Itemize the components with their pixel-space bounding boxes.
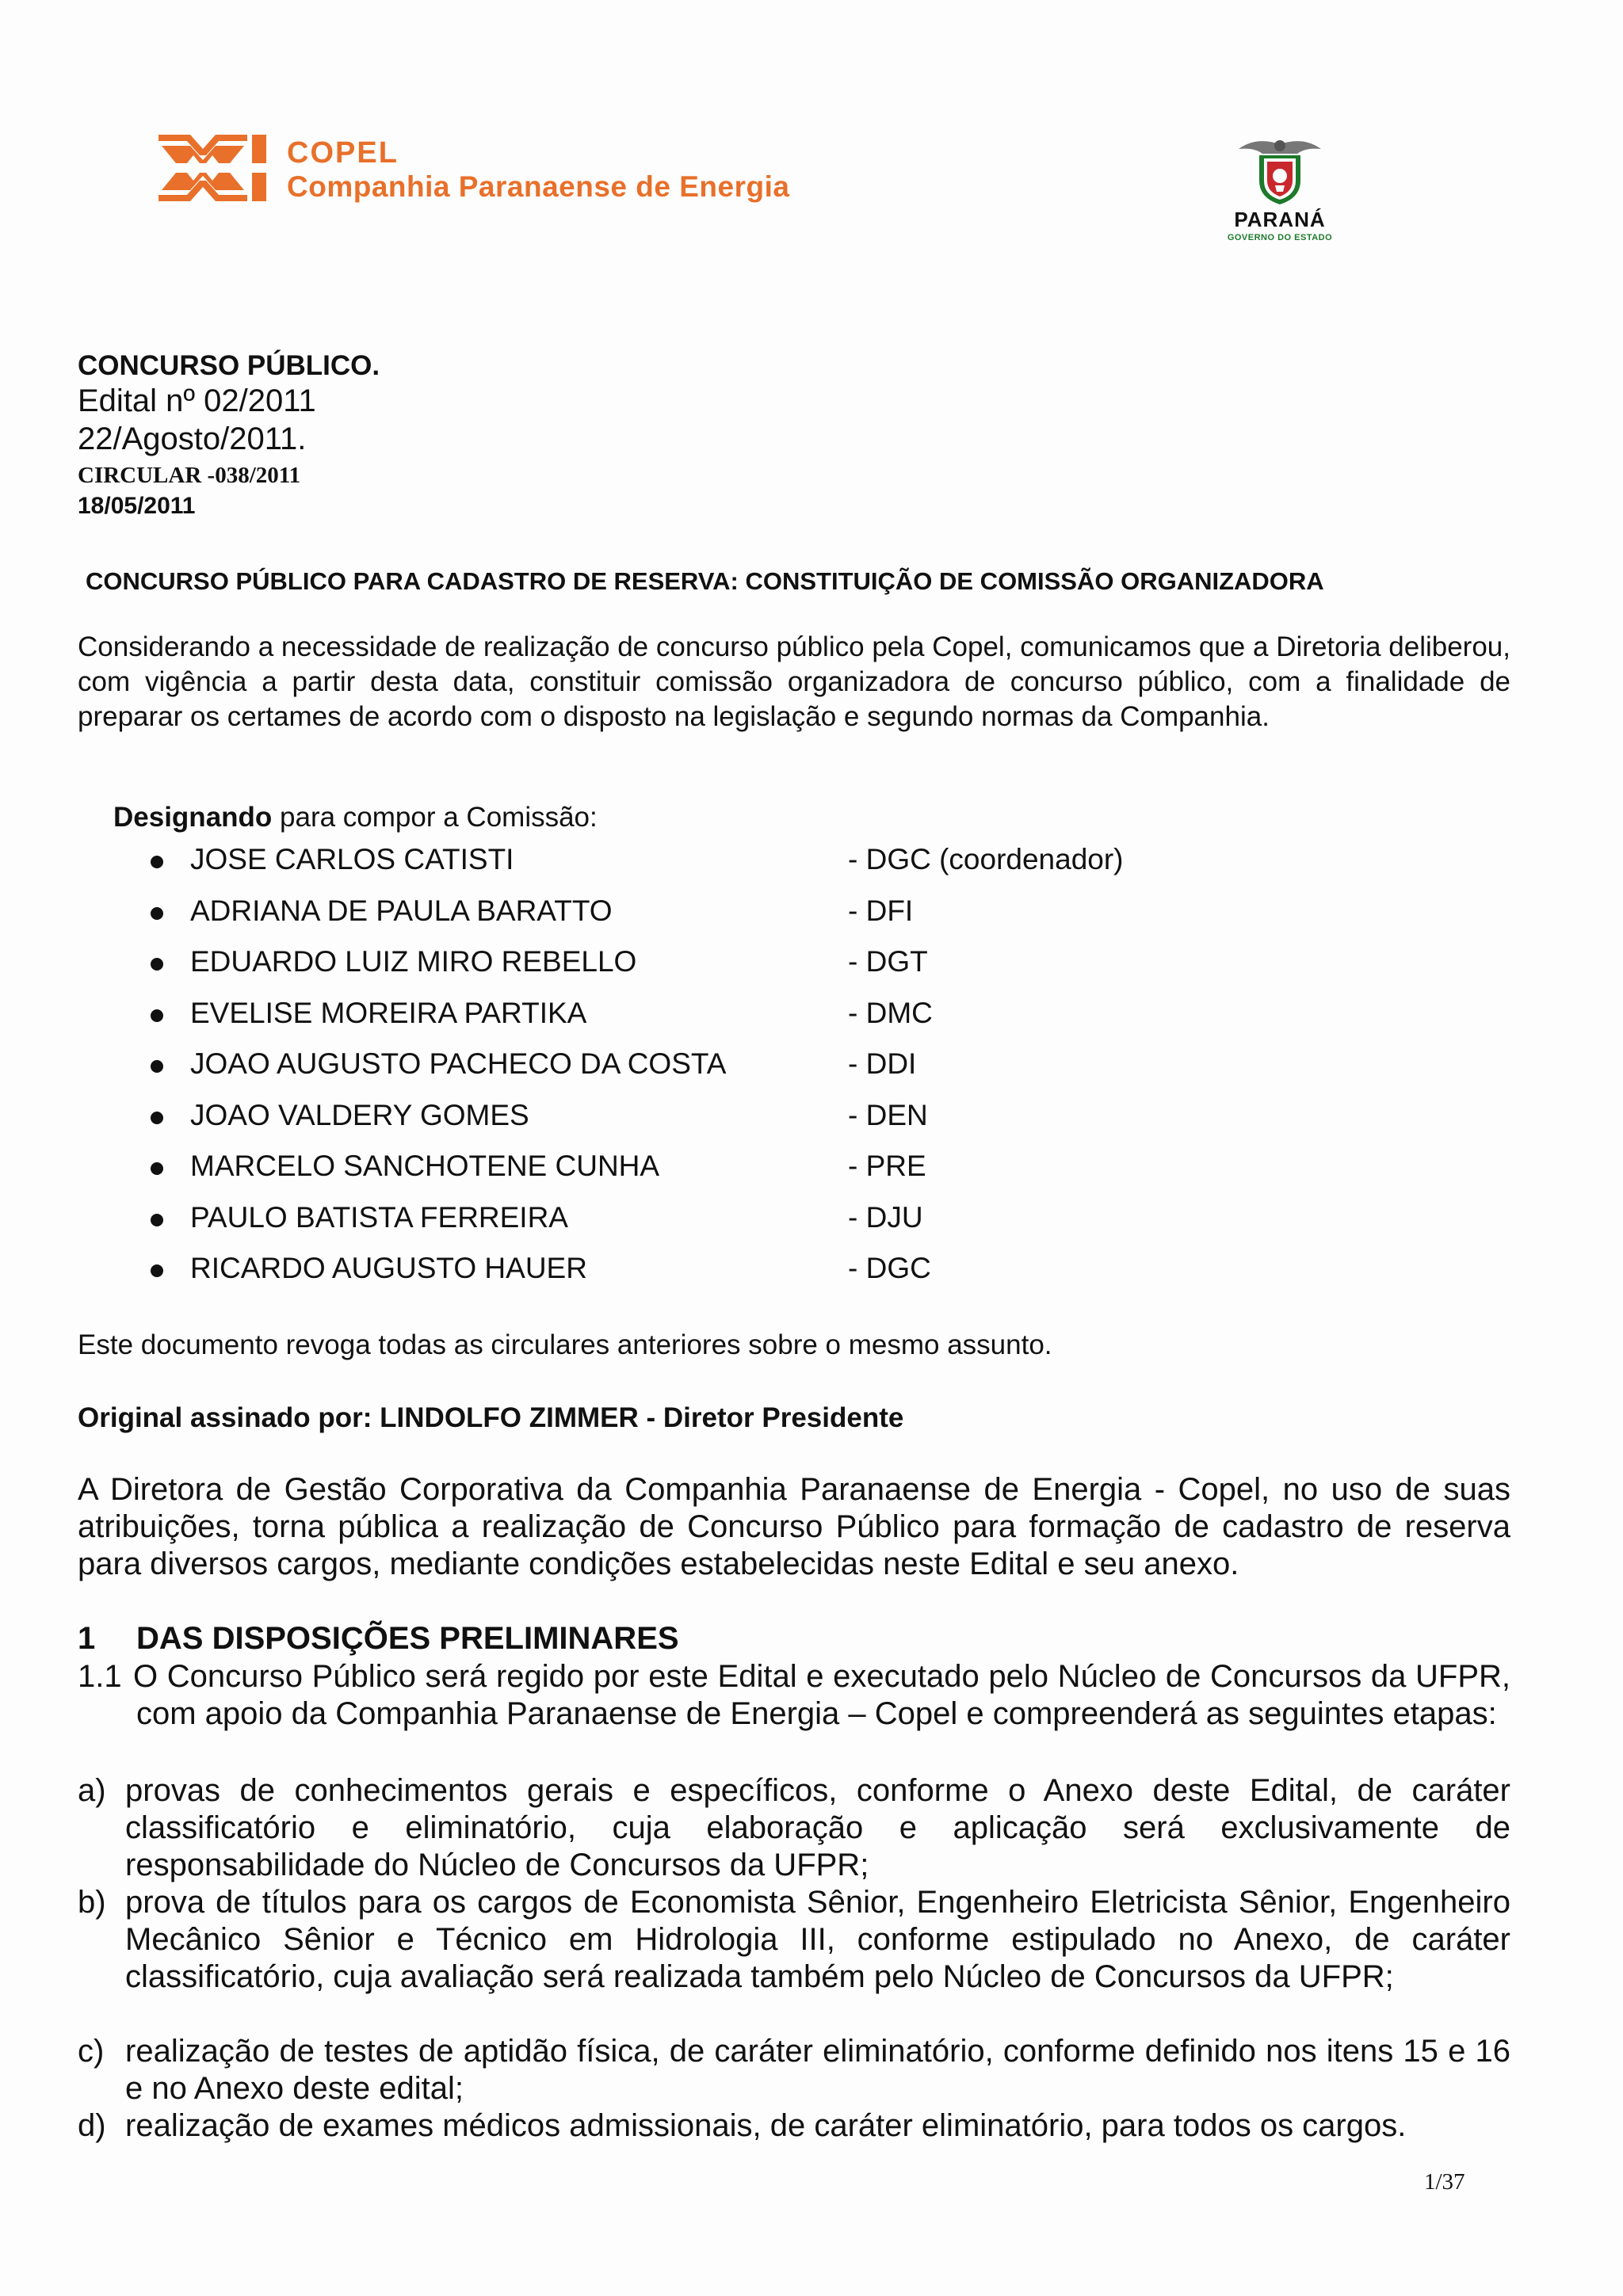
list-item: [78, 2107, 1510, 2145]
section-heading: [78, 1621, 679, 1657]
item-label: c): [78, 2034, 105, 2069]
bullet-icon: [151, 1214, 163, 1226]
item-label: a): [78, 1773, 106, 1808]
member-name: PAULO BATISTA FERREIRA: [190, 1200, 568, 1234]
bullet-icon: [151, 1009, 163, 1022]
diretora-paragraph: A Diretora de Gestão Corporativa da Companhia Paranaense de Energia - Copel, no uso de suas atribuições, torna pública a realização de Concurso Público para formação de cadastro de reserva para diversos cargos, mediante condições estabelecidas neste Edital e seu anexo.: [78, 1472, 1510, 1581]
list-item: [78, 2033, 1510, 2107]
section-number: 1: [78, 1621, 96, 1656]
item-1-1: [78, 1658, 1510, 1733]
item-text: realização de testes de aptidão física, de caráter eliminatório, conforme definido nos itens 15 e 16 e no Anexo deste edital;: [125, 2034, 1510, 2106]
item-text: provas de conhecimentos gerais e específicos, conforme o Anexo deste Edital, de caráter classificatório e eliminatório, cuja elaboração e aplicação será exclusivamente de responsabilidade do Núcleo de Concursos da UFPR;: [125, 1773, 1510, 1882]
item-label: b): [78, 1885, 106, 1920]
page-number: 1/37: [1424, 2169, 1465, 2195]
parana-name: PARANÁ: [1234, 208, 1326, 231]
bullet-icon: [151, 856, 163, 868]
designando-rest: para compor a Comissão:: [272, 802, 598, 833]
list-item: [151, 1150, 1260, 1207]
member-name: EDUARDO LUIZ MIRO REBELLO: [190, 945, 637, 978]
doc-title: CONCURSO PÚBLICO.: [78, 350, 380, 381]
member-dept: - DMC: [848, 996, 933, 1029]
considerando-paragraph: Considerando a necessidade de realização de concurso público pela Copel, comunicamos que a Diretoria deliberou, com vigência a partir desta data, constituir comissão organizadora de concurso público, com a finalidade de preparar os certames de acordo com o disposto na legislação e segundo normas da Companhia.: [78, 631, 1510, 732]
designando-bold: Designando: [113, 802, 273, 833]
circular-date: 18/05/2011: [78, 493, 196, 519]
list-item: [151, 1252, 1260, 1310]
item-text: realização de exames médicos admissionais, de caráter eliminatório, para todos os cargos.: [125, 2108, 1407, 2143]
circular-subject: CONCURSO PÚBLICO PARA CADASTRO DE RESERVA: CONSTITUIÇÃO DE COMISSÃO ORGANIZADORA: [86, 567, 1324, 595]
list-item: [151, 996, 1260, 1055]
member-dept: - DGC: [848, 1252, 931, 1284]
list-item: [151, 1200, 1260, 1259]
member-dept: - DEN: [848, 1098, 928, 1131]
item-text: O Concurso Público será regido por este Edital e executado pelo Núcleo de Concursos da UFPR, com apoio da Companhia Paranaense de Energia – Copel e compreenderá as seguintes etapas:: [133, 1659, 1510, 1731]
bullet-icon: [151, 1162, 163, 1175]
list-item: [151, 1047, 1260, 1105]
member-name: ADRIANA DE PAULA BARATTO: [190, 894, 613, 927]
member-name: MARCELO SANCHOTENE CUNHA: [190, 1150, 660, 1182]
edital-number: Edital nº 02/2011: [78, 383, 316, 418]
item-label: d): [78, 2108, 106, 2143]
member-dept: - DGT: [848, 945, 928, 978]
member-name: JOAO VALDERY GOMES: [190, 1098, 529, 1131]
commission-members-list: [151, 843, 1260, 1310]
member-dept: - DFI: [848, 894, 914, 927]
signature-line: Original assinado por: LINDOLFO ZIMMER - Diretor Presidente: [78, 1402, 904, 1433]
bullet-icon: [151, 907, 163, 920]
edital-date: 22/Agosto/2011.: [78, 421, 307, 456]
copel-name: COPEL: [287, 136, 399, 170]
member-name: RICARDO AUGUSTO HAUER: [190, 1252, 587, 1284]
list-item: [78, 1884, 1510, 1996]
list-item: [151, 894, 1260, 952]
parana-crest-icon: [1232, 135, 1327, 206]
section-title: DAS DISPOSIÇÕES PRELIMINARES: [136, 1621, 679, 1656]
copel-logo: [158, 135, 935, 206]
bullet-icon: [151, 1060, 163, 1073]
member-dept: - PRE: [848, 1150, 926, 1182]
item-text: prova de títulos para os cargos de Economista Sênior, Engenheiro Eletricista Sênior, Engenheiro Mecânico Sênior e Técnico em Hidrologia III, conforme estipulado no Anexo, de caráter classificatório, cuja avaliação será realizada também pelo Núcleo de Concursos da UFPR;: [125, 1885, 1510, 1994]
designando-line: [113, 802, 598, 833]
list-item: [151, 843, 1260, 901]
bullet-icon: [151, 1112, 163, 1124]
circular-number: CIRCULAR -038/2011: [78, 463, 301, 488]
parana-logo: [1209, 135, 1351, 246]
copel-full-name: Companhia Paranaense de Energia: [287, 170, 790, 203]
member-name: JOAO AUGUSTO PACHECO DA COSTA: [190, 1047, 727, 1080]
copel-mark-icon: [158, 135, 266, 201]
list-item: [151, 945, 1260, 1003]
list-item: [78, 1772, 1510, 1884]
member-dept: - DDI: [848, 1047, 917, 1080]
member-name: EVELISE MOREIRA PARTIKA: [190, 996, 587, 1029]
bullet-icon: [151, 1264, 163, 1277]
bullet-icon: [151, 958, 163, 971]
list-item: [151, 1098, 1260, 1157]
member-name: JOSE CARLOS CATISTI: [190, 843, 514, 875]
item-label: 1.1: [78, 1659, 122, 1694]
member-dept: - DGC (coordenador): [848, 843, 1124, 875]
member-dept: - DJU: [848, 1200, 923, 1234]
revoga-paragraph: Este documento revoga todas as circulares anteriores sobre o mesmo assunto.: [78, 1329, 1052, 1360]
parana-subtitle: GOVERNO DO ESTADO: [1227, 233, 1333, 242]
